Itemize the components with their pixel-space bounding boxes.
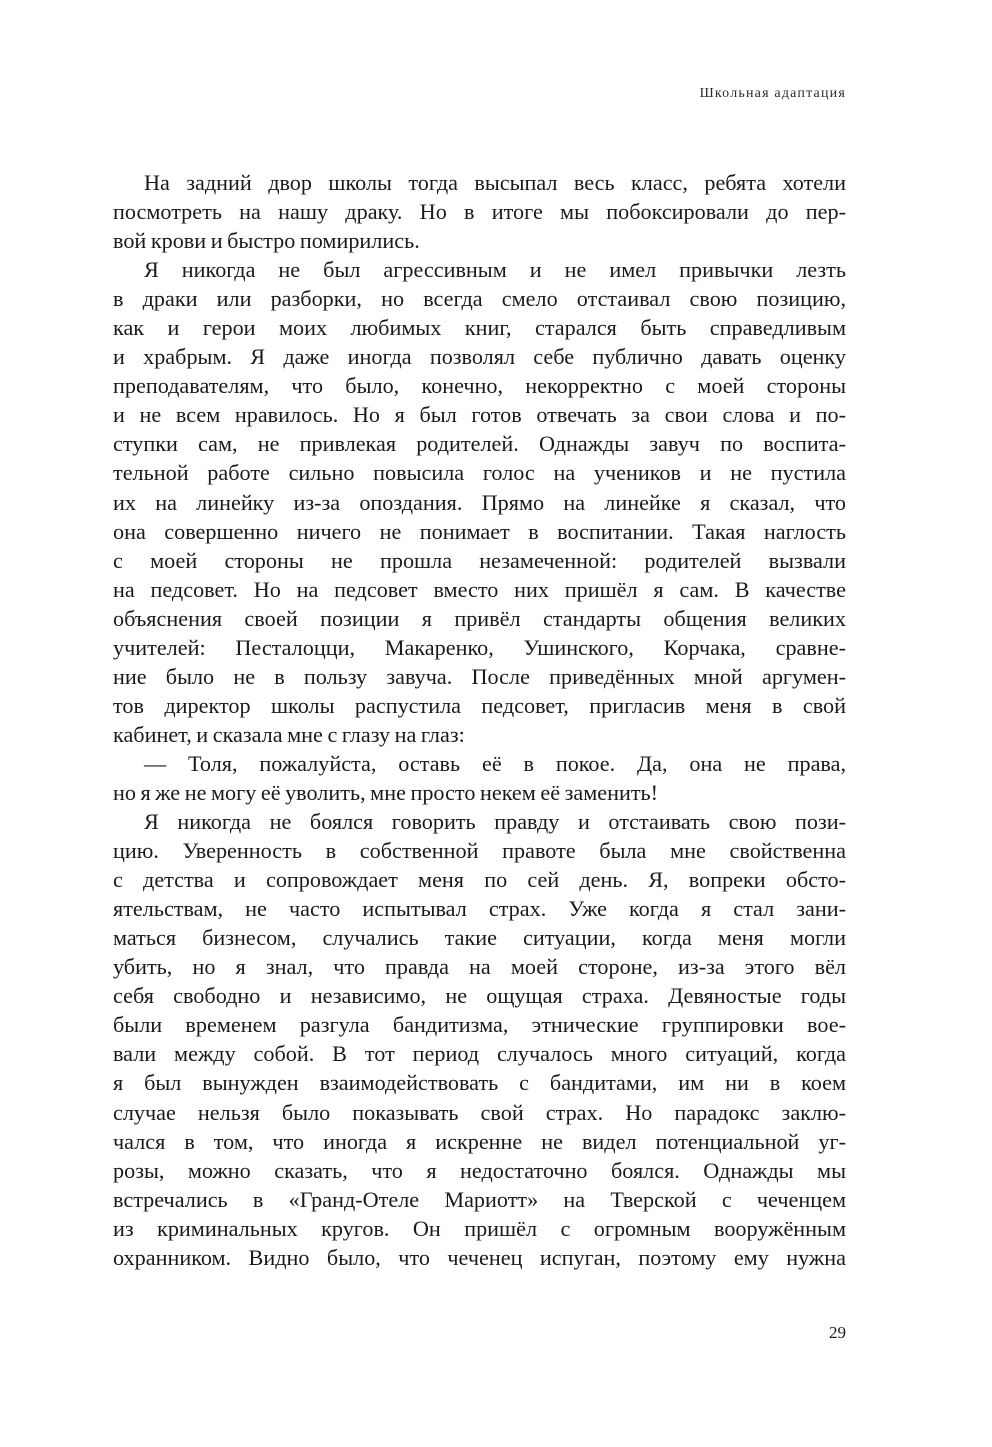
text-line: я был вынужден взаимодействовать с бандитами, им ни в коем [113, 1070, 846, 1096]
text-line: и храбрым. Я даже иногда позволял себе публично давать оценку [113, 344, 846, 370]
text-line: с детства и сопровождает меня по сей день. Я, вопреки обсто- [113, 867, 846, 893]
text-line: розы, можно сказать, что я недостаточно боялся. Однажды мы [113, 1157, 846, 1183]
text-line: себя свободно и независимо, не ощущая страха. Девяностые годы [113, 983, 846, 1009]
text-line: — Толя, пожалуйста, оставь её в покое. Да, она не права, [144, 750, 846, 776]
text-line: цию. Уверенность в собственной правоте была мне свойственна [113, 838, 846, 864]
text-line: преподавателям, что было, конечно, некорректно с моей стороны [113, 373, 846, 399]
text-line: учителей: Песталоцци, Макаренко, Ушинского, Корчака, сравне- [113, 634, 846, 660]
body-text [113, 168, 846, 1272]
text-line: посмотреть на нашу драку. Но в итоге мы побоксировали до пер- [113, 199, 846, 225]
text-line: из криминальных кругов. Он пришёл с огромным вооружённым [113, 1215, 846, 1241]
text-line: она совершенно ничего не понимает в воспитании. Такая наглость [113, 518, 846, 544]
text-line: убить, но я знал, что правда на моей стороне, из-за этого вёл [113, 954, 846, 980]
text-line: но я же не могу её уволить, мне просто некем её заменить! [113, 779, 659, 805]
text-line: Я никогда не боялся говорить правду и отстаивать свою пози- [144, 809, 846, 835]
text-line: как и герои моих любимых книг, старался быть справедливым [113, 315, 846, 341]
text-line: На задний двор школы тогда высыпал весь класс, ребята хотели [144, 170, 846, 195]
text-line: встречались в «Гранд-Отеле Мариотт» на Тверской с чеченцем [113, 1186, 846, 1212]
text-line: с моей стороны не прошла незамеченной: родителей вызвали [113, 547, 846, 573]
text-line: вой крови и быстро помирились. [113, 228, 420, 254]
text-line: охранником. Видно было, что чеченец испуган, поэтому ему нужна [113, 1244, 846, 1270]
text-line: кабинет, и сказала мне с глазу на глаз: [113, 721, 465, 747]
text-line: на педсовет. Но на педсовет вместо них пришёл я сам. В качестве [113, 576, 846, 602]
text-line: тов директор школы распустила педсовет, пригласив меня в свой [113, 692, 846, 718]
page-number: 29 [829, 1323, 846, 1342]
text-line: маться бизнесом, случались такие ситуации, когда меня могли [113, 925, 846, 951]
text-line: ятельствам, не часто испытывал страх. Уже когда я стал зани- [113, 896, 846, 922]
text-line: их на линейку из-за опоздания. Прямо на линейке я сказал, что [113, 489, 846, 515]
text-line: ние было не в пользу завуча. После приведённых мной аргумен- [113, 663, 846, 689]
text-line: объяснения своей позиции я привёл стандарты общения великих [113, 605, 846, 631]
text-line: вали между собой. В тот период случалось много ситуаций, когда [113, 1041, 846, 1067]
text-line: и не всем нравилось. Но я был готов отвечать за свои слова и по- [113, 402, 846, 428]
text-line: ступки сам, не привлекая родителей. Однажды завуч по воспита- [113, 431, 846, 457]
running-header: Школьная адаптация [699, 86, 846, 101]
text-line: были временем разгула бандитизма, этнические группировки вое- [113, 1012, 846, 1038]
text-line: случае нельзя было показывать свой страх. Но парадокс заклю- [113, 1099, 846, 1125]
text-line: тельной работе сильно повысила голос на учеников и не пустила [113, 460, 846, 486]
text-line: Я никогда не был агрессивным и не имел привычки лезть [144, 257, 846, 283]
text-line: чался в том, что иногда я искренне не видел потенциальной уг- [113, 1128, 846, 1154]
text-line: в драки или разборки, но всегда смело отстаивал свою позицию, [113, 286, 846, 312]
